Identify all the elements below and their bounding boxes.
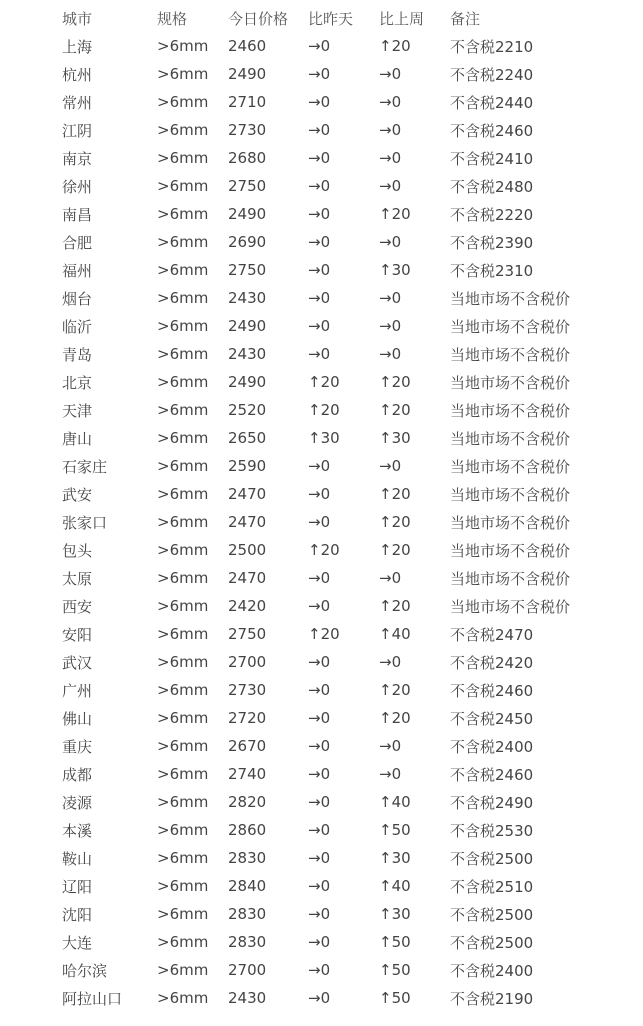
cell-vs-last-week: →0 [379, 765, 402, 783]
cell-city: 哈尔滨 [62, 961, 108, 980]
cell-spec: >6mm [157, 233, 209, 251]
cell-city: 大连 [62, 933, 93, 952]
header-row [62, 4, 622, 32]
header-note: 备注 [450, 9, 481, 28]
cell-spec: >6mm [157, 457, 209, 475]
cell-vs-yesterday: →0 [308, 513, 331, 531]
cell-vs-yesterday: →0 [308, 345, 331, 363]
cell-city: 西安 [62, 597, 93, 616]
cell-note: 当地市场不含税价 [450, 485, 571, 504]
cell-today-price: 2670 [228, 737, 267, 755]
cell-today-price: 2860 [228, 821, 267, 839]
cell-city: 广州 [62, 681, 93, 700]
cell-vs-yesterday: →0 [308, 765, 331, 783]
header-today-price: 今日价格 [228, 9, 289, 28]
cell-spec: >6mm [157, 989, 209, 1007]
cell-spec: >6mm [157, 121, 209, 139]
cell-city: 北京 [62, 373, 93, 392]
cell-today-price: 2830 [228, 849, 267, 867]
cell-spec: >6mm [157, 849, 209, 867]
table-row [62, 32, 622, 60]
cell-vs-yesterday: ↑20 [308, 401, 340, 419]
cell-vs-yesterday: →0 [308, 457, 331, 475]
table-row [62, 284, 622, 312]
cell-spec: >6mm [157, 569, 209, 587]
cell-spec: >6mm [157, 205, 209, 223]
cell-spec: >6mm [157, 373, 209, 391]
cell-today-price: 2590 [228, 457, 267, 475]
cell-city: 包头 [62, 541, 93, 560]
cell-vs-last-week: ↑30 [379, 905, 411, 923]
cell-today-price: 2840 [228, 877, 267, 895]
cell-note: 不含税2420 [450, 653, 534, 672]
cell-today-price: 2700 [228, 961, 267, 979]
cell-vs-last-week: →0 [379, 457, 402, 475]
table-row [62, 172, 622, 200]
cell-vs-last-week: →0 [379, 65, 402, 83]
cell-note: 不含税2490 [450, 793, 534, 812]
cell-spec: >6mm [157, 345, 209, 363]
table-row [62, 984, 622, 1012]
cell-spec: >6mm [157, 821, 209, 839]
cell-today-price: 2490 [228, 317, 267, 335]
cell-spec: >6mm [157, 905, 209, 923]
cell-vs-yesterday: →0 [308, 93, 331, 111]
cell-spec: >6mm [157, 401, 209, 419]
cell-note: 当地市场不含税价 [450, 317, 571, 336]
cell-vs-last-week: ↑20 [379, 485, 411, 503]
cell-city: 武汉 [62, 653, 93, 672]
cell-vs-yesterday: →0 [308, 989, 331, 1007]
cell-vs-last-week: ↑20 [379, 681, 411, 699]
cell-vs-yesterday: →0 [308, 793, 331, 811]
cell-city: 凌源 [62, 793, 93, 812]
cell-spec: >6mm [157, 681, 209, 699]
cell-vs-yesterday: →0 [308, 205, 331, 223]
cell-vs-yesterday: ↑20 [308, 625, 340, 643]
cell-vs-last-week: →0 [379, 149, 402, 167]
cell-vs-yesterday: →0 [308, 849, 331, 867]
table-row [62, 956, 622, 984]
cell-note: 不含税2400 [450, 961, 534, 980]
cell-note: 不含税2390 [450, 233, 534, 252]
table-row [62, 368, 622, 396]
header-spec: 规格 [157, 9, 188, 28]
cell-today-price: 2740 [228, 765, 267, 783]
cell-vs-yesterday: →0 [308, 149, 331, 167]
table-row [62, 536, 622, 564]
cell-spec: >6mm [157, 653, 209, 671]
cell-today-price: 2820 [228, 793, 267, 811]
cell-city: 成都 [62, 765, 93, 784]
cell-vs-last-week: ↑30 [379, 849, 411, 867]
cell-spec: >6mm [157, 149, 209, 167]
table-row [62, 676, 622, 704]
cell-spec: >6mm [157, 261, 209, 279]
cell-vs-yesterday: →0 [308, 317, 331, 335]
cell-note: 当地市场不含税价 [450, 541, 571, 560]
table-row [62, 340, 622, 368]
cell-city: 江阴 [62, 121, 93, 140]
cell-city: 徐州 [62, 177, 93, 196]
cell-vs-last-week: ↑20 [379, 37, 411, 55]
cell-note: 不含税2440 [450, 93, 534, 112]
table-row [62, 312, 622, 340]
cell-vs-last-week: ↑20 [379, 373, 411, 391]
cell-vs-yesterday: →0 [308, 821, 331, 839]
table-row [62, 116, 622, 144]
cell-spec: >6mm [157, 541, 209, 559]
table-row [62, 228, 622, 256]
cell-today-price: 2460 [228, 37, 267, 55]
cell-city: 阿拉山口 [62, 989, 123, 1008]
cell-today-price: 2470 [228, 485, 267, 503]
table-row [62, 592, 622, 620]
cell-vs-yesterday: →0 [308, 933, 331, 951]
cell-city: 青岛 [62, 345, 93, 364]
cell-vs-yesterday: →0 [308, 681, 331, 699]
cell-today-price: 2470 [228, 569, 267, 587]
table-body [62, 32, 622, 1012]
cell-vs-yesterday: →0 [308, 65, 331, 83]
cell-note: 不含税2220 [450, 205, 534, 224]
cell-note: 当地市场不含税价 [450, 289, 571, 308]
cell-city: 上海 [62, 37, 93, 56]
cell-note: 当地市场不含税价 [450, 597, 571, 616]
table-row [62, 928, 622, 956]
cell-today-price: 2420 [228, 597, 267, 615]
cell-today-price: 2750 [228, 261, 267, 279]
cell-vs-last-week: ↑20 [379, 541, 411, 559]
cell-note: 不含税2500 [450, 849, 534, 868]
cell-city: 辽阳 [62, 877, 93, 896]
cell-vs-last-week: ↑20 [379, 709, 411, 727]
cell-note: 不含税2460 [450, 121, 534, 140]
cell-spec: >6mm [157, 317, 209, 335]
cell-vs-yesterday: →0 [308, 485, 331, 503]
table-row [62, 60, 622, 88]
cell-vs-yesterday: →0 [308, 289, 331, 307]
cell-vs-last-week: →0 [379, 345, 402, 363]
cell-city: 合肥 [62, 233, 93, 252]
cell-spec: >6mm [157, 65, 209, 83]
table-row [62, 144, 622, 172]
cell-vs-yesterday: →0 [308, 653, 331, 671]
cell-note: 不含税2510 [450, 877, 534, 896]
cell-today-price: 2430 [228, 289, 267, 307]
table-row [62, 256, 622, 284]
table-row [62, 200, 622, 228]
cell-today-price: 2750 [228, 177, 267, 195]
cell-today-price: 2520 [228, 401, 267, 419]
cell-vs-last-week: ↑50 [379, 961, 411, 979]
cell-city: 常州 [62, 93, 93, 112]
cell-note: 不含税2410 [450, 149, 534, 168]
cell-note: 不含税2500 [450, 905, 534, 924]
cell-vs-last-week: ↑50 [379, 821, 411, 839]
table-row [62, 508, 622, 536]
cell-spec: >6mm [157, 429, 209, 447]
header-vs-yesterday: 比昨天 [308, 9, 354, 28]
cell-today-price: 2490 [228, 373, 267, 391]
table-row [62, 648, 622, 676]
table-row [62, 872, 622, 900]
cell-city: 烟台 [62, 289, 93, 308]
cell-city: 南京 [62, 149, 93, 168]
cell-spec: >6mm [157, 485, 209, 503]
cell-spec: >6mm [157, 625, 209, 643]
cell-note: 不含税2240 [450, 65, 534, 84]
table-row [62, 88, 622, 116]
cell-note: 当地市场不含税价 [450, 569, 571, 588]
table-row [62, 788, 622, 816]
cell-vs-last-week: ↑40 [379, 625, 411, 643]
cell-vs-yesterday: →0 [308, 597, 331, 615]
cell-today-price: 2690 [228, 233, 267, 251]
cell-city: 鞍山 [62, 849, 93, 868]
cell-city: 天津 [62, 401, 93, 420]
cell-city: 张家口 [62, 513, 108, 532]
cell-vs-last-week: ↑20 [379, 597, 411, 615]
cell-vs-yesterday: →0 [308, 37, 331, 55]
cell-today-price: 2430 [228, 989, 267, 1007]
cell-city: 重庆 [62, 737, 93, 756]
cell-vs-last-week: ↑50 [379, 933, 411, 951]
cell-today-price: 2490 [228, 205, 267, 223]
cell-today-price: 2700 [228, 653, 267, 671]
cell-vs-last-week: ↑30 [379, 261, 411, 279]
cell-spec: >6mm [157, 93, 209, 111]
cell-today-price: 2750 [228, 625, 267, 643]
cell-vs-yesterday: →0 [308, 233, 331, 251]
cell-city: 安阳 [62, 625, 93, 644]
cell-vs-yesterday: →0 [308, 905, 331, 923]
cell-spec: >6mm [157, 961, 209, 979]
cell-spec: >6mm [157, 597, 209, 615]
cell-city: 沈阳 [62, 905, 93, 924]
cell-note: 当地市场不含税价 [450, 429, 571, 448]
cell-city: 石家庄 [62, 457, 108, 476]
cell-vs-last-week: ↑40 [379, 793, 411, 811]
cell-note: 不含税2310 [450, 261, 534, 280]
cell-note: 当地市场不含税价 [450, 373, 571, 392]
cell-vs-last-week: →0 [379, 121, 402, 139]
cell-vs-last-week: ↑30 [379, 429, 411, 447]
cell-vs-last-week: →0 [379, 569, 402, 587]
table-row [62, 760, 622, 788]
cell-spec: >6mm [157, 709, 209, 727]
cell-note: 不含税2480 [450, 177, 534, 196]
cell-spec: >6mm [157, 877, 209, 895]
cell-note: 不含税2400 [450, 737, 534, 756]
cell-note: 不含税2470 [450, 625, 534, 644]
table-row [62, 704, 622, 732]
cell-today-price: 2490 [228, 65, 267, 83]
cell-note: 不含税2530 [450, 821, 534, 840]
cell-vs-yesterday: ↑20 [308, 373, 340, 391]
table-row [62, 424, 622, 452]
cell-note: 不含税2460 [450, 681, 534, 700]
cell-vs-yesterday: →0 [308, 569, 331, 587]
cell-city: 唐山 [62, 429, 93, 448]
cell-vs-yesterday: ↑20 [308, 541, 340, 559]
cell-city: 本溪 [62, 821, 93, 840]
cell-vs-last-week: ↑40 [379, 877, 411, 895]
cell-today-price: 2470 [228, 513, 267, 531]
table-row [62, 564, 622, 592]
cell-note: 不含税2500 [450, 933, 534, 952]
cell-today-price: 2680 [228, 149, 267, 167]
cell-note: 不含税2190 [450, 989, 534, 1008]
cell-vs-yesterday: →0 [308, 737, 331, 755]
table-row [62, 480, 622, 508]
cell-today-price: 2500 [228, 541, 267, 559]
cell-vs-last-week: →0 [379, 317, 402, 335]
header-city: 城市 [62, 9, 93, 28]
table-row [62, 900, 622, 928]
cell-vs-last-week: ↑20 [379, 401, 411, 419]
table-row [62, 396, 622, 424]
cell-spec: >6mm [157, 765, 209, 783]
cell-city: 南昌 [62, 205, 93, 224]
cell-vs-last-week: →0 [379, 289, 402, 307]
table-row [62, 452, 622, 480]
cell-today-price: 2830 [228, 905, 267, 923]
cell-city: 杭州 [62, 65, 93, 84]
cell-vs-yesterday: →0 [308, 261, 331, 279]
cell-spec: >6mm [157, 37, 209, 55]
table-header [62, 4, 622, 32]
cell-vs-yesterday: →0 [308, 177, 331, 195]
cell-vs-last-week: →0 [379, 93, 402, 111]
cell-city: 福州 [62, 261, 93, 280]
header-vs-last-week: 比上周 [379, 9, 425, 28]
cell-vs-yesterday: →0 [308, 961, 331, 979]
cell-note: 当地市场不含税价 [450, 513, 571, 532]
cell-vs-last-week: ↑50 [379, 989, 411, 1007]
cell-city: 武安 [62, 485, 93, 504]
table-row [62, 620, 622, 648]
cell-vs-last-week: →0 [379, 653, 402, 671]
cell-today-price: 2730 [228, 681, 267, 699]
cell-note: 当地市场不含税价 [450, 401, 571, 420]
cell-spec: >6mm [157, 737, 209, 755]
cell-vs-last-week: ↑20 [379, 513, 411, 531]
cell-vs-yesterday: ↑30 [308, 429, 340, 447]
cell-city: 太原 [62, 569, 93, 588]
cell-today-price: 2650 [228, 429, 267, 447]
cell-vs-yesterday: →0 [308, 709, 331, 727]
cell-vs-last-week: →0 [379, 737, 402, 755]
cell-today-price: 2830 [228, 933, 267, 951]
cell-spec: >6mm [157, 177, 209, 195]
cell-today-price: 2730 [228, 121, 267, 139]
cell-note: 不含税2210 [450, 37, 534, 56]
cell-city: 佛山 [62, 709, 93, 728]
table-row [62, 732, 622, 760]
cell-vs-yesterday: →0 [308, 877, 331, 895]
cell-vs-last-week: →0 [379, 233, 402, 251]
cell-city: 临沂 [62, 317, 93, 336]
cell-spec: >6mm [157, 289, 209, 307]
cell-vs-last-week: ↑20 [379, 205, 411, 223]
cell-today-price: 2430 [228, 345, 267, 363]
cell-vs-last-week: →0 [379, 177, 402, 195]
cell-note: 不含税2450 [450, 709, 534, 728]
cell-spec: >6mm [157, 793, 209, 811]
cell-vs-yesterday: →0 [308, 121, 331, 139]
cell-today-price: 2710 [228, 93, 267, 111]
cell-today-price: 2720 [228, 709, 267, 727]
cell-note: 不含税2460 [450, 765, 534, 784]
price-table [62, 4, 622, 1012]
cell-note: 当地市场不含税价 [450, 345, 571, 364]
table-row [62, 844, 622, 872]
cell-note: 当地市场不含税价 [450, 457, 571, 476]
table-row [62, 816, 622, 844]
cell-spec: >6mm [157, 513, 209, 531]
cell-spec: >6mm [157, 933, 209, 951]
